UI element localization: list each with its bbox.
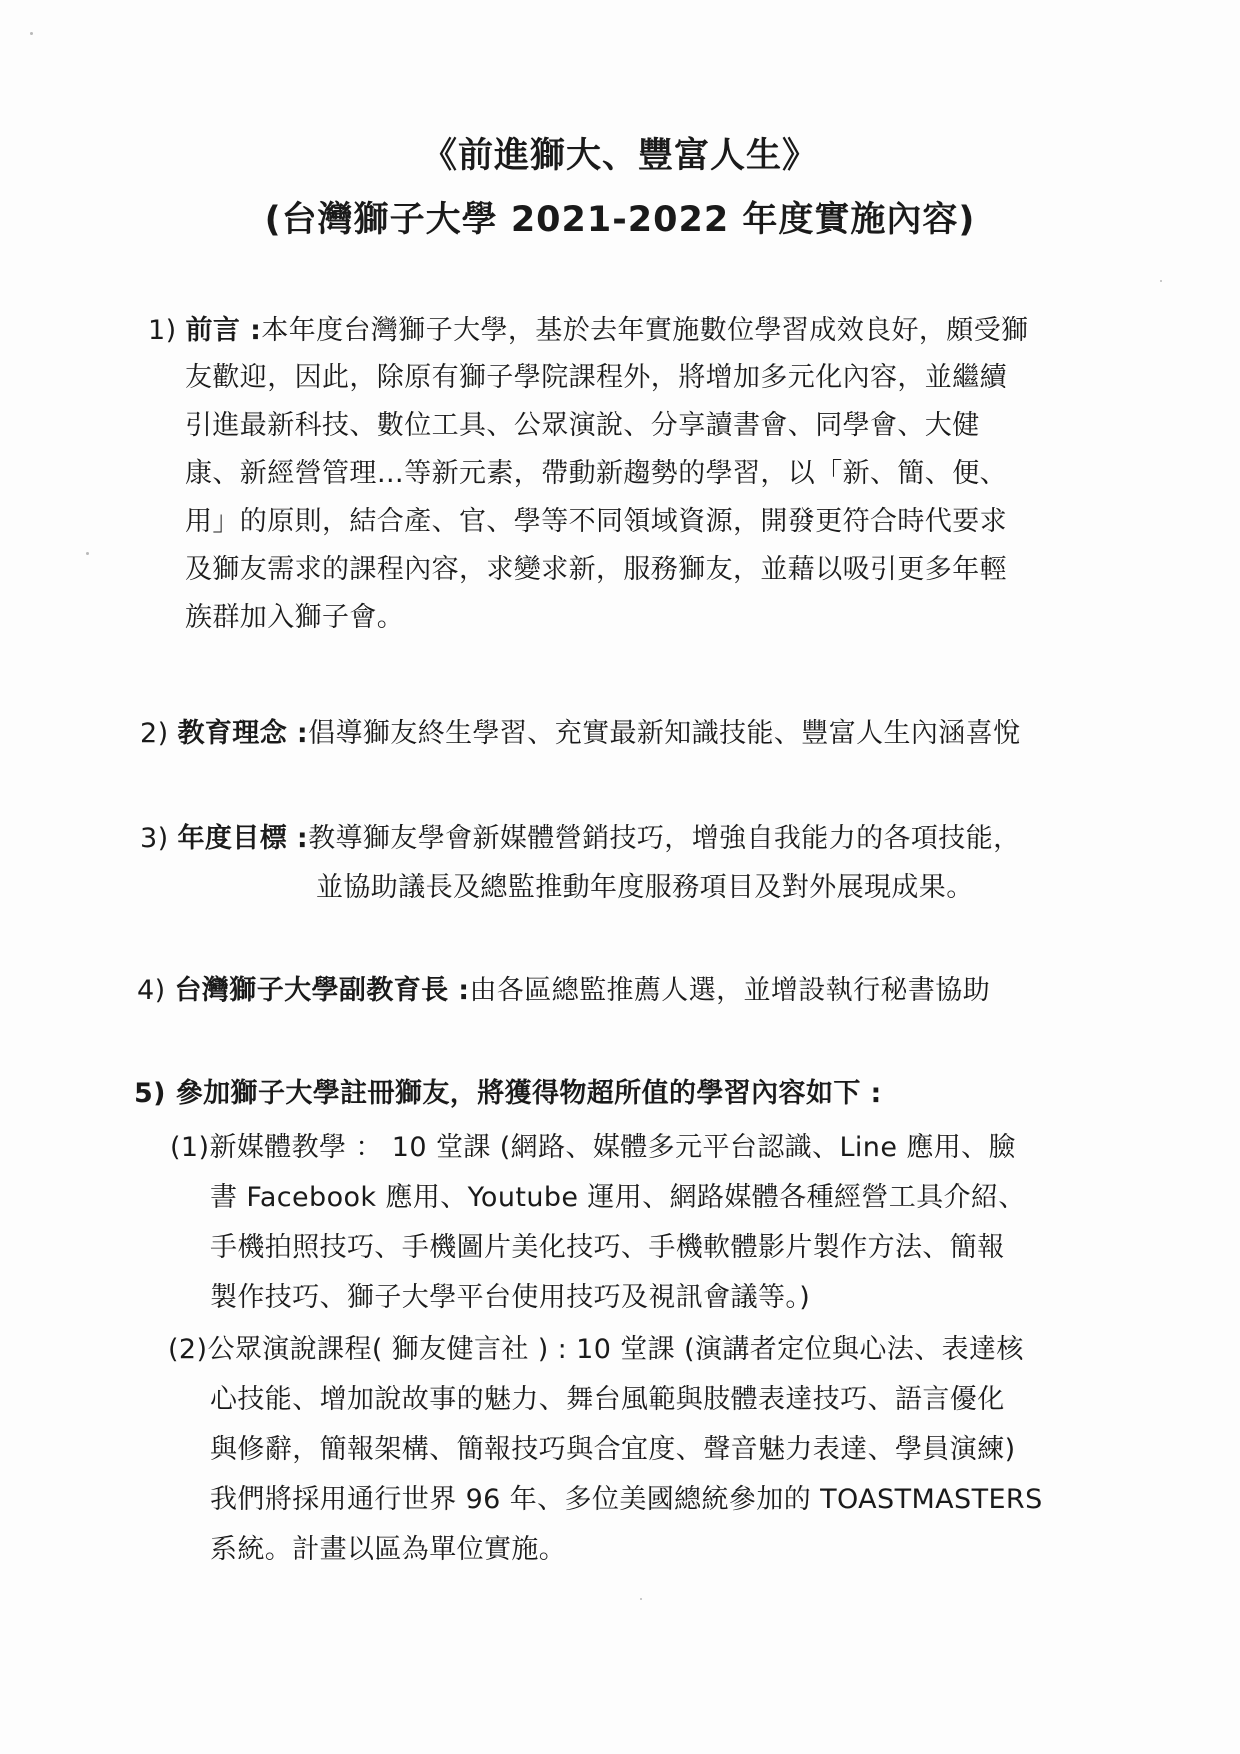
scan-speck — [640, 1598, 642, 1600]
paragraph-line: 教導獅友學會新媒體營銷技巧，增強自我能力的各項技能， — [308, 823, 1021, 854]
section-heading: 年度目標 : — [177, 823, 309, 854]
section-number: 5) — [134, 1078, 166, 1109]
scan-speck — [1160, 280, 1162, 282]
list-item-line: 心技能、增加說故事的魅力、舞台風範與肢體表達技巧、語言優化 — [210, 1384, 1005, 1415]
section-1-first-line — [148, 308, 1029, 347]
paragraph-line: 康、新經營管理…等新元素，帶動新趨勢的學習，以「新、簡、便、 — [185, 458, 1007, 489]
paragraph-line: 倡導獅友終生學習、充實最新知識技能、豐富人生內涵喜悅 — [308, 718, 1021, 749]
section-heading: 前言 : — [185, 315, 262, 346]
paragraph-line: 由各區總監推薦人選，並增設執行秘書協助 — [469, 975, 991, 1006]
paragraph-line: 用」的原則，結合產、官、學等不同領域資源，開發更符合時代要求 — [185, 506, 1007, 537]
section-5-heading-line — [134, 1071, 882, 1110]
section-number: 3) — [140, 823, 169, 854]
paragraph-line: 及獅友需求的課程內容，求變求新，服務獅友，並藉以吸引更多年輕 — [185, 554, 1007, 585]
list-item-line: (2)公眾演說課程( 獅友健言社 ) : 10 堂課 (演講者定位與心法、表達核 — [168, 1334, 1024, 1365]
scan-speck — [86, 552, 89, 555]
scan-speck — [30, 32, 33, 35]
document-title: 《前進獅大、豐富人生》 — [421, 136, 818, 176]
paragraph-line: 引進最新科技、數位工具、公眾演說、分享讀書會、同學會、大健 — [185, 410, 980, 441]
section-heading: 教育理念 : — [177, 718, 309, 749]
section-3-first-line — [140, 816, 1021, 855]
paragraph-line: 友歡迎，因此，除原有獅子學院課程外，將增加多元化內容，並繼續 — [185, 362, 1007, 393]
list-item-line: 手機拍照技巧、手機圖片美化技巧、手機軟體影片製作方法、簡報 — [210, 1232, 1005, 1263]
section-number: 4) — [137, 975, 166, 1006]
list-item-line: 系統。計畫以區為單位實施。 — [210, 1534, 567, 1565]
section-heading: 參加獅子大學註冊獅友，將獲得物超所值的學習內容如下 : — [175, 1078, 882, 1109]
section-heading: 台灣獅子大學副教育長 : — [174, 975, 470, 1006]
paragraph-line: 族群加入獅子會。 — [185, 602, 405, 633]
paragraph-line: 並協助議長及總監推動年度服務項目及對外展現成果。 — [316, 872, 974, 903]
section-4-line — [137, 968, 990, 1007]
section-number: 1) — [148, 315, 177, 346]
section-number: 2) — [140, 718, 169, 749]
paragraph-line: 本年度台灣獅子大學，基於去年實施數位學習成效良好，頗受獅 — [261, 315, 1029, 346]
list-item-line: 我們將採用通行世界 96 年、多位美國總統參加的 TOASTMASTERS — [210, 1484, 1043, 1515]
list-item-line: 製作技巧、獅子大學平台使用技巧及視訊會議等。) — [210, 1282, 811, 1313]
list-item-line: (1)新媒體教學 ： 10 堂課 (網路、媒體多元平台認識、Line 應用、臉 — [170, 1132, 1016, 1163]
list-item-line: 與修辭，簡報架構、簡報技巧與合宜度、聲音魅力表達、學員演練) — [210, 1434, 1016, 1465]
document-subtitle: (台灣獅子大學 2021-2022 年度實施內容) — [264, 200, 976, 240]
list-item-line: 書 Facebook 應用、Youtube 運用、網路媒體各種經營工具介紹、 — [210, 1182, 1026, 1213]
section-2-line — [140, 711, 1021, 750]
